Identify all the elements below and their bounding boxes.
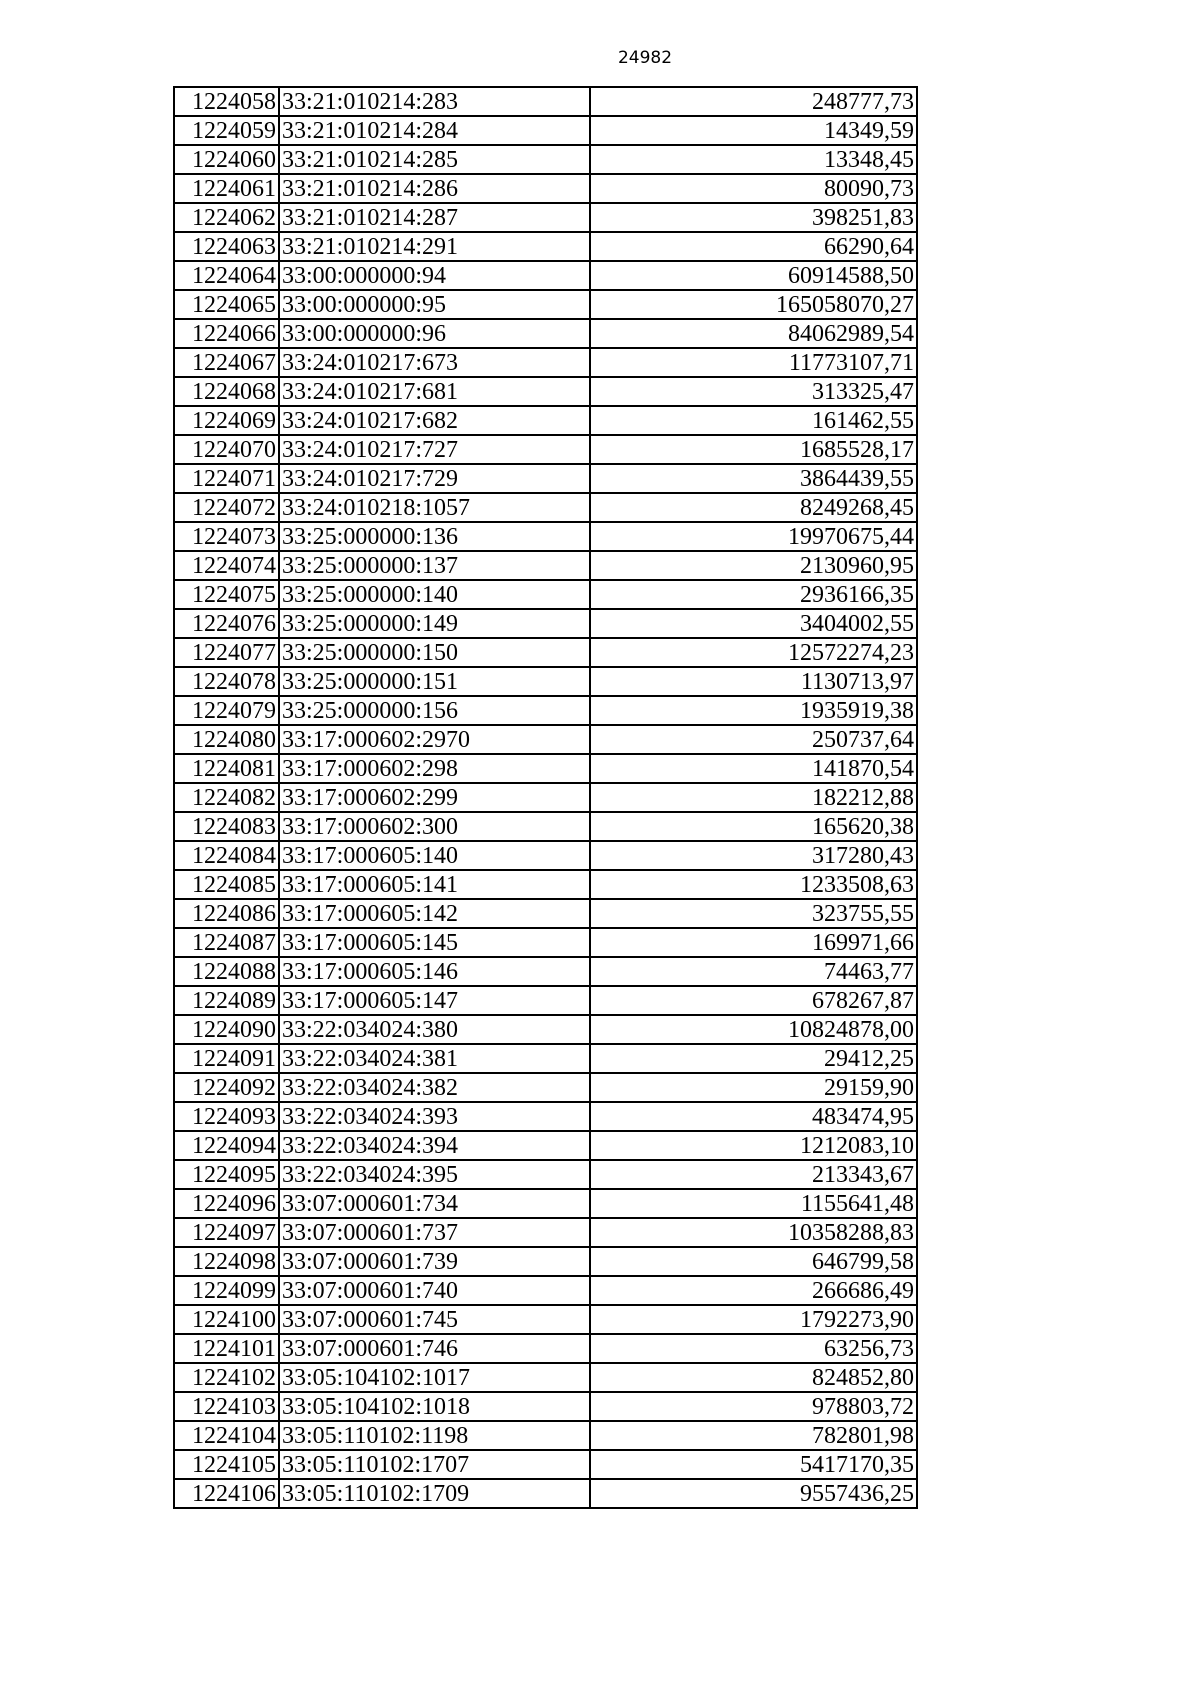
table-row <box>174 1247 917 1276</box>
cadastral-value-cell: 74463,77 <box>590 957 917 986</box>
table-row <box>174 812 917 841</box>
row-id-cell: 1224083 <box>174 812 279 841</box>
row-id-cell: 1224091 <box>174 1044 279 1073</box>
table-row <box>174 203 917 232</box>
cadastral-number-cell: 33:07:000601:740 <box>279 1276 590 1305</box>
row-id-cell: 1224097 <box>174 1218 279 1247</box>
row-id-cell: 1224092 <box>174 1073 279 1102</box>
cadastral-number-cell: 33:17:000602:299 <box>279 783 590 812</box>
row-id-cell: 1224093 <box>174 1102 279 1131</box>
cadastral-number-cell: 33:22:034024:393 <box>279 1102 590 1131</box>
table-row <box>174 1450 917 1479</box>
cadastral-number-cell: 33:25:000000:137 <box>279 551 590 580</box>
row-id-cell: 1224085 <box>174 870 279 899</box>
cadastral-value-table <box>173 86 918 1509</box>
row-id-cell: 1224060 <box>174 145 279 174</box>
page-number: 24982 <box>617 48 673 68</box>
table-row <box>174 493 917 522</box>
row-id-cell: 1224090 <box>174 1015 279 1044</box>
cadastral-value-cell: 1792273,90 <box>590 1305 917 1334</box>
table-row <box>174 1421 917 1450</box>
cadastral-number-cell: 33:21:010214:285 <box>279 145 590 174</box>
table-row <box>174 1102 917 1131</box>
table-row <box>174 870 917 899</box>
row-id-cell: 1224058 <box>174 87 279 116</box>
cadastral-value-cell: 250737,64 <box>590 725 917 754</box>
row-id-cell: 1224086 <box>174 899 279 928</box>
cadastral-number-cell: 33:05:110102:1709 <box>279 1479 590 1508</box>
cadastral-value-cell: 266686,49 <box>590 1276 917 1305</box>
cadastral-value-cell: 9557436,25 <box>590 1479 917 1508</box>
table-row <box>174 1276 917 1305</box>
row-id-cell: 1224071 <box>174 464 279 493</box>
cadastral-number-cell: 33:05:110102:1198 <box>279 1421 590 1450</box>
row-id-cell: 1224070 <box>174 435 279 464</box>
table-row <box>174 1160 917 1189</box>
table-row <box>174 232 917 261</box>
cadastral-number-cell: 33:05:104102:1017 <box>279 1363 590 1392</box>
cadastral-number-cell: 33:21:010214:284 <box>279 116 590 145</box>
cadastral-number-cell: 33:21:010214:286 <box>279 174 590 203</box>
row-id-cell: 1224066 <box>174 319 279 348</box>
cadastral-value-cell: 317280,43 <box>590 841 917 870</box>
row-id-cell: 1224075 <box>174 580 279 609</box>
table-row <box>174 319 917 348</box>
cadastral-number-cell: 33:22:034024:381 <box>279 1044 590 1073</box>
row-id-cell: 1224105 <box>174 1450 279 1479</box>
cadastral-number-cell: 33:00:000000:94 <box>279 261 590 290</box>
cadastral-value-cell: 313325,47 <box>590 377 917 406</box>
cadastral-number-cell: 33:24:010217:681 <box>279 377 590 406</box>
cadastral-number-cell: 33:22:034024:382 <box>279 1073 590 1102</box>
table-row <box>174 290 917 319</box>
table-row <box>174 841 917 870</box>
cadastral-value-cell: 1130713,97 <box>590 667 917 696</box>
row-id-cell: 1224064 <box>174 261 279 290</box>
cadastral-value-cell: 3864439,55 <box>590 464 917 493</box>
cadastral-value-cell: 483474,95 <box>590 1102 917 1131</box>
row-id-cell: 1224069 <box>174 406 279 435</box>
row-id-cell: 1224099 <box>174 1276 279 1305</box>
cadastral-number-cell: 33:07:000601:745 <box>279 1305 590 1334</box>
row-id-cell: 1224062 <box>174 203 279 232</box>
cadastral-number-cell: 33:17:000602:2970 <box>279 725 590 754</box>
cadastral-value-cell: 19970675,44 <box>590 522 917 551</box>
cadastral-number-cell: 33:07:000601:746 <box>279 1334 590 1363</box>
cadastral-value-cell: 84062989,54 <box>590 319 917 348</box>
table-row <box>174 580 917 609</box>
row-id-cell: 1224095 <box>174 1160 279 1189</box>
table-row <box>174 406 917 435</box>
cadastral-value-cell: 646799,58 <box>590 1247 917 1276</box>
cadastral-value-cell: 13348,45 <box>590 145 917 174</box>
cadastral-value-cell: 29412,25 <box>590 1044 917 1073</box>
table-row <box>174 667 917 696</box>
cadastral-value-cell: 1685528,17 <box>590 435 917 464</box>
cadastral-value-cell: 3404002,55 <box>590 609 917 638</box>
cadastral-number-cell: 33:07:000601:734 <box>279 1189 590 1218</box>
row-id-cell: 1224065 <box>174 290 279 319</box>
cadastral-number-cell: 33:17:000605:147 <box>279 986 590 1015</box>
row-id-cell: 1224089 <box>174 986 279 1015</box>
table-row <box>174 1015 917 1044</box>
cadastral-value-cell: 213343,67 <box>590 1160 917 1189</box>
row-id-cell: 1224104 <box>174 1421 279 1450</box>
cadastral-value-cell: 5417170,35 <box>590 1450 917 1479</box>
cadastral-number-cell: 33:17:000605:140 <box>279 841 590 870</box>
cadastral-value-cell: 161462,55 <box>590 406 917 435</box>
row-id-cell: 1224061 <box>174 174 279 203</box>
table-row <box>174 1189 917 1218</box>
table-row <box>174 116 917 145</box>
cadastral-number-cell: 33:25:000000:150 <box>279 638 590 667</box>
row-id-cell: 1224088 <box>174 957 279 986</box>
row-id-cell: 1224059 <box>174 116 279 145</box>
cadastral-number-cell: 33:17:000602:300 <box>279 812 590 841</box>
cadastral-value-cell: 248777,73 <box>590 87 917 116</box>
cadastral-number-cell: 33:24:010218:1057 <box>279 493 590 522</box>
table-row <box>174 696 917 725</box>
cadastral-value-cell: 66290,64 <box>590 232 917 261</box>
table-row <box>174 928 917 957</box>
table-row <box>174 986 917 1015</box>
row-id-cell: 1224080 <box>174 725 279 754</box>
cadastral-number-cell: 33:21:010214:287 <box>279 203 590 232</box>
table-row <box>174 1218 917 1247</box>
cadastral-number-cell: 33:21:010214:283 <box>279 87 590 116</box>
cadastral-value-cell: 63256,73 <box>590 1334 917 1363</box>
cadastral-value-cell: 398251,83 <box>590 203 917 232</box>
cadastral-number-cell: 33:17:000605:142 <box>279 899 590 928</box>
cadastral-value-cell: 1935919,38 <box>590 696 917 725</box>
table-row <box>174 348 917 377</box>
cadastral-number-cell: 33:25:000000:149 <box>279 609 590 638</box>
row-id-cell: 1224101 <box>174 1334 279 1363</box>
row-id-cell: 1224073 <box>174 522 279 551</box>
row-id-cell: 1224074 <box>174 551 279 580</box>
cadastral-value-cell: 29159,90 <box>590 1073 917 1102</box>
table-row <box>174 1479 917 1508</box>
cadastral-number-cell: 33:00:000000:95 <box>279 290 590 319</box>
cadastral-value-cell: 2130960,95 <box>590 551 917 580</box>
table-row <box>174 377 917 406</box>
cadastral-value-cell: 1233508,63 <box>590 870 917 899</box>
row-id-cell: 1224067 <box>174 348 279 377</box>
row-id-cell: 1224077 <box>174 638 279 667</box>
cadastral-value-cell: 1155641,48 <box>590 1189 917 1218</box>
cadastral-number-cell: 33:17:000605:145 <box>279 928 590 957</box>
cadastral-value-cell: 11773107,71 <box>590 348 917 377</box>
row-id-cell: 1224076 <box>174 609 279 638</box>
row-id-cell: 1224094 <box>174 1131 279 1160</box>
cadastral-number-cell: 33:07:000601:737 <box>279 1218 590 1247</box>
cadastral-value-cell: 182212,88 <box>590 783 917 812</box>
row-id-cell: 1224102 <box>174 1363 279 1392</box>
cadastral-number-cell: 33:22:034024:394 <box>279 1131 590 1160</box>
cadastral-value-cell: 80090,73 <box>590 174 917 203</box>
cadastral-value-cell: 782801,98 <box>590 1421 917 1450</box>
table-row <box>174 899 917 928</box>
table-row <box>174 957 917 986</box>
cadastral-number-cell: 33:25:000000:136 <box>279 522 590 551</box>
cadastral-number-cell: 33:05:104102:1018 <box>279 1392 590 1421</box>
cadastral-number-cell: 33:25:000000:151 <box>279 667 590 696</box>
row-id-cell: 1224084 <box>174 841 279 870</box>
table-row <box>174 1305 917 1334</box>
cadastral-number-cell: 33:21:010214:291 <box>279 232 590 261</box>
row-id-cell: 1224082 <box>174 783 279 812</box>
row-id-cell: 1224072 <box>174 493 279 522</box>
table-row <box>174 87 917 116</box>
cadastral-value-cell: 8249268,45 <box>590 493 917 522</box>
cadastral-value-cell: 824852,80 <box>590 1363 917 1392</box>
cadastral-value-cell: 978803,72 <box>590 1392 917 1421</box>
cadastral-number-cell: 33:17:000602:298 <box>279 754 590 783</box>
row-id-cell: 1224103 <box>174 1392 279 1421</box>
table-row <box>174 1131 917 1160</box>
table-row <box>174 261 917 290</box>
row-id-cell: 1224068 <box>174 377 279 406</box>
table-row <box>174 464 917 493</box>
table-body <box>174 87 917 1508</box>
cadastral-value-cell: 678267,87 <box>590 986 917 1015</box>
table-row <box>174 754 917 783</box>
table-row <box>174 145 917 174</box>
table-row <box>174 609 917 638</box>
cadastral-value-cell: 10358288,83 <box>590 1218 917 1247</box>
cadastral-number-cell: 33:17:000605:146 <box>279 957 590 986</box>
table-row <box>174 1073 917 1102</box>
cadastral-number-cell: 33:22:034024:380 <box>279 1015 590 1044</box>
table-row <box>174 435 917 464</box>
cadastral-number-cell: 33:25:000000:140 <box>279 580 590 609</box>
cadastral-value-cell: 165058070,27 <box>590 290 917 319</box>
cadastral-value-cell: 12572274,23 <box>590 638 917 667</box>
cadastral-number-cell: 33:24:010217:682 <box>279 406 590 435</box>
cadastral-value-cell: 2936166,35 <box>590 580 917 609</box>
cadastral-number-cell: 33:22:034024:395 <box>279 1160 590 1189</box>
table-row <box>174 1363 917 1392</box>
cadastral-value-cell: 323755,55 <box>590 899 917 928</box>
table-row <box>174 174 917 203</box>
cadastral-value-cell: 169971,66 <box>590 928 917 957</box>
cadastral-value-cell: 1212083,10 <box>590 1131 917 1160</box>
table-row <box>174 725 917 754</box>
cadastral-number-cell: 33:00:000000:96 <box>279 319 590 348</box>
table-row <box>174 1334 917 1363</box>
row-id-cell: 1224078 <box>174 667 279 696</box>
row-id-cell: 1224096 <box>174 1189 279 1218</box>
cadastral-value-cell: 141870,54 <box>590 754 917 783</box>
cadastral-number-cell: 33:24:010217:673 <box>279 348 590 377</box>
table-row <box>174 638 917 667</box>
table-row <box>174 783 917 812</box>
row-id-cell: 1224079 <box>174 696 279 725</box>
row-id-cell: 1224098 <box>174 1247 279 1276</box>
cadastral-number-cell: 33:07:000601:739 <box>279 1247 590 1276</box>
row-id-cell: 1224106 <box>174 1479 279 1508</box>
cadastral-number-cell: 33:24:010217:729 <box>279 464 590 493</box>
row-id-cell: 1224063 <box>174 232 279 261</box>
table-row <box>174 522 917 551</box>
cadastral-number-cell: 33:24:010217:727 <box>279 435 590 464</box>
row-id-cell: 1224087 <box>174 928 279 957</box>
cadastral-value-cell: 10824878,00 <box>590 1015 917 1044</box>
cadastral-number-cell: 33:17:000605:141 <box>279 870 590 899</box>
table-row <box>174 551 917 580</box>
row-id-cell: 1224081 <box>174 754 279 783</box>
cadastral-value-cell: 60914588,50 <box>590 261 917 290</box>
cadastral-number-cell: 33:25:000000:156 <box>279 696 590 725</box>
cadastral-value-cell: 14349,59 <box>590 116 917 145</box>
cadastral-value-cell: 165620,38 <box>590 812 917 841</box>
table-row <box>174 1044 917 1073</box>
cadastral-number-cell: 33:05:110102:1707 <box>279 1450 590 1479</box>
row-id-cell: 1224100 <box>174 1305 279 1334</box>
table-row <box>174 1392 917 1421</box>
